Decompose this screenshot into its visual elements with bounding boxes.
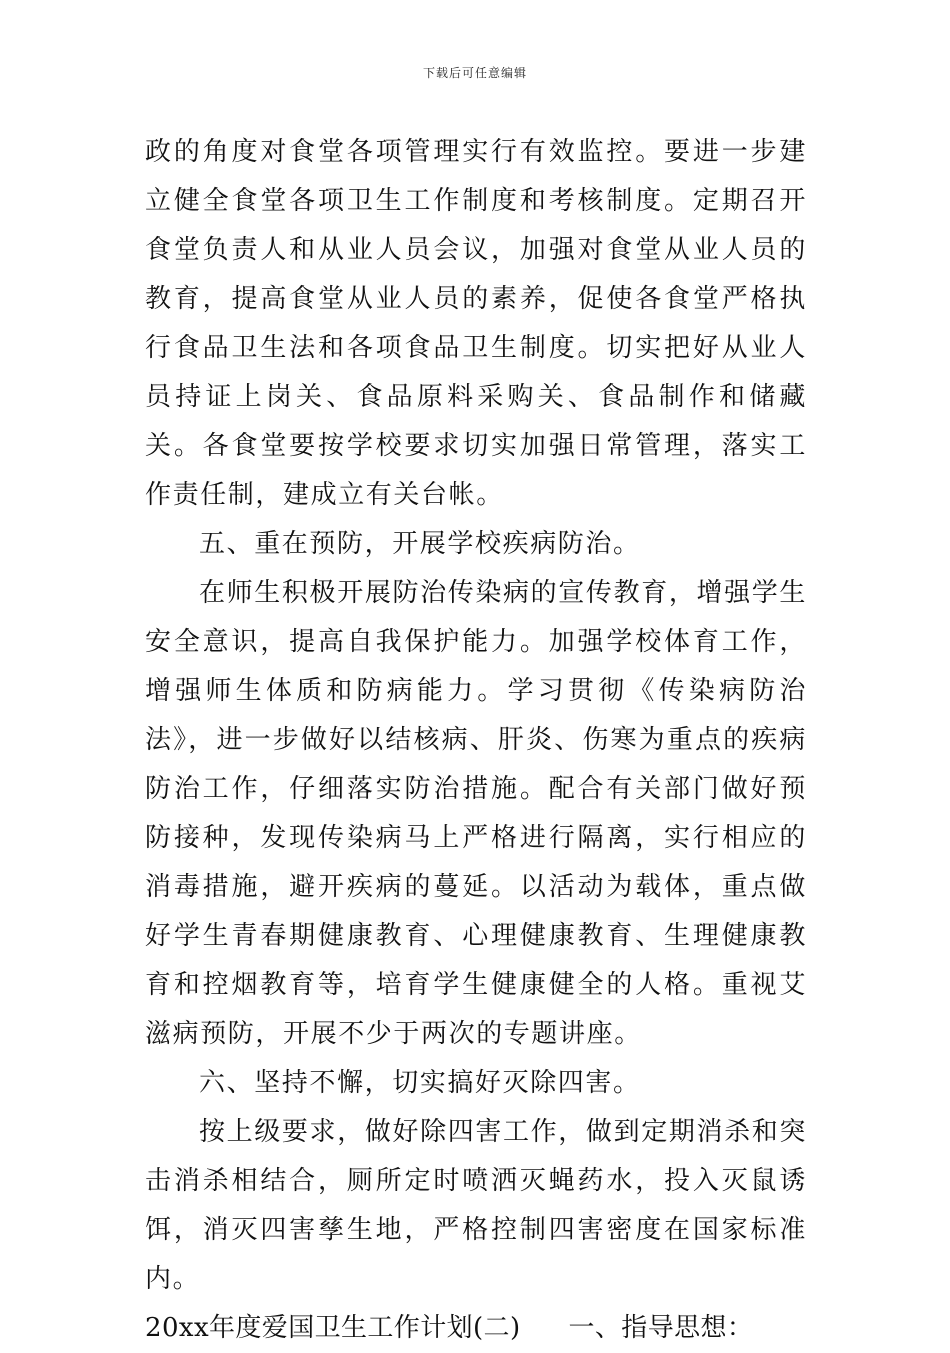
section-heading-guiding-ideology: 一、指导思想： xyxy=(568,1313,754,1343)
section-heading-disease-prevention: 五、重在预防，开展学校疾病防治。 xyxy=(199,529,641,559)
document-body xyxy=(145,128,807,1353)
section-heading-pest-control: 六、坚持不懈，切实搞好灭除四害。 xyxy=(199,1068,641,1098)
closing-line xyxy=(145,1304,807,1353)
page-header-note: 下载后可任意编辑 xyxy=(422,66,527,80)
paragraph-canteen-management: 政的角度对食堂各项管理实行有效监控。要进一步建立健全食堂各项卫生工作制度和考核制度。定期召开食堂负责人和从业人员会议，加强对食堂从业人员的教育，提高食堂从业人员的素养，促使各食堂严格执行食品卫生法和各项食品卫生制度。切实把好从业人员持证上岗关、食品原料采购关、食品制作和储藏关。各食堂要按学校要求切实加强日常管理，落实工作责任制，建成立有关台帐。 xyxy=(145,137,807,510)
paragraph-pest-control: 按上级要求，做好除四害工作，做到定期消杀和突击消杀相结合，厕所定时喷洒灭蝇药水，投入灭鼠诱饵，消灭四害孳生地，严格控制四害密度在国家标准内。 xyxy=(145,1117,807,1294)
paragraph-disease-prevention: 在师生积极开展防治传染病的宣传教育，增强学生安全意识，提高自我保护能力。加强学校体育工作，增强师生体质和防病能力。学习贯彻《传染病防治法》，进一步做好以结核病、肝炎、伤寒为重点的疾病防治工作，仔细落实防治措施。配合有关部门做好预防接种，发现传染病马上严格进行隔离，实行相应的消毒措施，避开疾病的蔓延。以活动为载体，重点做好学生青春期健康教育、心理健康教育、生理健康教育和控烟教育等，培育学生健康健全的人格。重视艾滋病预防，开展不少于两次的专题讲座。 xyxy=(145,578,807,1049)
plan-title: 20xx年度爱国卫生工作计划(二) xyxy=(145,1313,521,1343)
